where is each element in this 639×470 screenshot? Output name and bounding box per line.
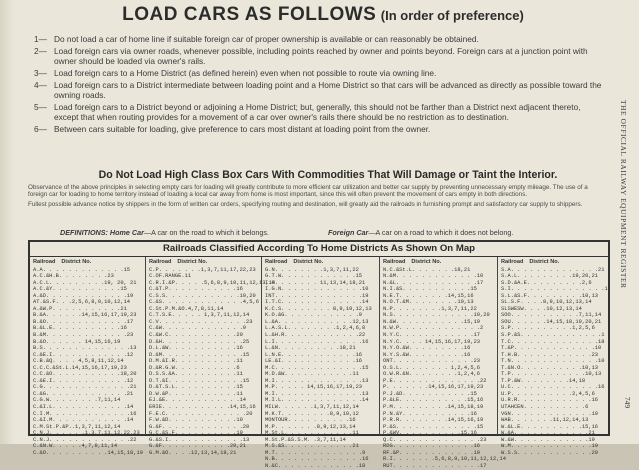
railroad-entry: UTAHCEN. . . . . . . . . .6 <box>501 404 589 411</box>
rule-text: Do not load a car of home line if suitable foreign car of proper ownership is available or can reasonably be obtained. <box>54 34 479 44</box>
railroad-entry: P.M. . . . . . . . .14,15,18,19 <box>383 404 484 411</box>
railroad-entry: C.&W.C. . . . . . . . . . .20 <box>149 332 243 339</box>
railroad-entry: C.C.&O. . . . . . . . . . .18,20 <box>33 371 137 378</box>
definition-home-car <box>60 228 269 237</box>
column-header <box>501 259 605 266</box>
railroad-entry: C.R.I.&P. . . . .5,6,8,9,10,11,12,13,14 <box>149 279 276 286</box>
railroad-entry: G.&S.I. . . . . . . . . . . .13 <box>149 436 250 443</box>
railroad-entry: N.O.T.&M. . . . . . . .10,13 <box>383 299 474 306</box>
column-header <box>149 259 258 266</box>
railroad-entry: LE.&I. . . . . . . . . . . .16 <box>265 358 363 365</box>
railroad-entry: U.R.R. . . . . . . . . . . .16 <box>501 397 599 404</box>
railroad-entry: C.&S. . . . . . . . . . . . .4,5,6 <box>149 299 259 306</box>
header-railroad: Railroad <box>383 259 406 265</box>
railroad-entry: C.&N.W. . . . .4,7,8,11,14 <box>33 443 118 450</box>
railroad-entry: T.P. . . . . . . . . . . .10,13 <box>501 371 602 378</box>
railroad-entry: L.&H.R. . . . . . . . . . . .22 <box>265 332 366 339</box>
table-column <box>380 257 506 469</box>
railroad-entry: C.P. . . . . . .1,3,7,11,17,22,23 <box>149 266 256 273</box>
railroad-entry: N.&C. . . . . . . . . . . . .18 <box>265 462 366 469</box>
definition-home-text: —A car on the road to which it belongs. <box>143 228 269 237</box>
table-title: Railroads Classified According To Home Districts As Shown On Map <box>30 242 608 257</box>
railroad-entry: RDG. . . . . . . . . . . . .16 <box>383 443 481 450</box>
railroad-entry: N.Y.S.&W. . . . . . . . .16 <box>383 351 471 358</box>
railroad-entry: A.A. . . . . . . . . . . . .15 <box>33 266 131 273</box>
railroad-entry: B.&A. . . . . .14,15,16,17,19,23 <box>33 312 137 319</box>
railroad-entry: VGN. . . . . . . . . . . . .19 <box>501 410 599 417</box>
railroad-entry: G.&F. . . . . . . . . . . . .20 <box>149 423 250 430</box>
railroad-entry: M.I.L. . . . . . . . . . . . .14 <box>265 397 369 404</box>
column-header <box>33 259 142 266</box>
railroad-entry: A.C.&H.B. . . . . . . .23 <box>33 273 114 280</box>
header-railroad: Railroad <box>265 259 288 265</box>
loading-rules-list <box>28 34 606 135</box>
rule-item <box>28 124 606 134</box>
side-margin <box>616 100 628 350</box>
railroad-entry: M.C. . . . . . . . . . . . . .15 <box>265 364 369 371</box>
railroad-entry: B.&M. . . . . . . . . . . . .23 <box>33 332 134 339</box>
header-railroad: Railroad <box>501 259 524 265</box>
rule-text: Load foreign cars to a District beyond or adjoining a Home District; but, generally, this should not be farther than a District next adjacent thereto, except that when routing provides for a movement of a car over owner's rails there should be no restriction as to destination. <box>54 101 581 122</box>
railroad-entry: I.G.N. . . . . . . . . . . . .10 <box>265 286 369 293</box>
railroad-entry: G.T.W. . . . . . . . . . . .15 <box>265 273 363 280</box>
railroad-entry: O.W.R.&N. . . . . . . .1,2,4,6 <box>383 371 481 378</box>
railroad-entry: G.N. . . . . . . .1,3,7,11,22 <box>265 266 359 273</box>
table-column <box>30 257 146 456</box>
railroad-entry: C.OF.RANGE.11 <box>149 273 192 280</box>
rule-item <box>28 80 606 100</box>
railroad-entry: B.&O. . . . . . 14,15,16,19 <box>33 338 121 345</box>
railroad-entry: W.&A. . . . . . . . . . . .21 <box>501 430 595 437</box>
railroad-entry: N.Y.C. . . . 14,15,16,17,19,23 <box>383 338 481 345</box>
railroad-entry: A.C.&Y. . . . . . . . . . .15 <box>33 286 127 293</box>
railroad-entry: C.&E.I. . . . . . . . . . . .12 <box>33 351 134 358</box>
railroad-entry: D.&M. . . . . . . . . . . . .15 <box>149 351 250 358</box>
railroad-entry: U.P. . . . . . . . . .2,4,5,6 <box>501 390 595 397</box>
railroad-entry: S.A. . . . . . . . . . . . . .21 <box>501 266 605 273</box>
railroad-entry: R.I. . . . . . .5,6,8,9,10,11,12,12,14 <box>383 456 506 463</box>
railroad-entry: G.M.&O. . . .12,13,14,18,21 <box>149 449 237 456</box>
railroad-entry: K.C.S. . . . . . . . 8,9,10,12,13 <box>265 305 372 312</box>
railroad-entry: C.&I.L. . . . . . . . . . . .14 <box>33 404 134 411</box>
rule-item <box>28 68 606 78</box>
railroad-entry: M.P. . . . . . .8,9,12,13,14 <box>265 423 356 430</box>
railroad-entry: G.C.&S.F. . . . . . . . . .10 <box>149 430 243 437</box>
railroad-entry: C.&W. . . . . . . . . . . . .9 <box>149 325 247 332</box>
rule-number: 3— <box>34 67 47 78</box>
railroad-entry: L.&A. . . . . . . . . . . .12,13 <box>265 318 369 325</box>
railroad-entry: C.V. . . . . . . . . . . . . .23 <box>149 318 253 325</box>
railroad-entry: C.&G. . . . . . . . . . . . .21 <box>33 390 134 397</box>
railroad-entry: I.C. . . . . . . 11,13,14,18,21 <box>265 279 366 286</box>
page-gutter-shadow <box>0 0 14 444</box>
railroad-entry: N.S. . . . . . . . . . . . .10,20 <box>383 312 490 319</box>
railroad-entry: W.&L.E. . . . . . . . . .15,16 <box>501 423 599 430</box>
railroad-entry: G.&F. . . . . . . . . . .20,21 <box>149 443 247 450</box>
railroad-entry: M.St.L. . . . . . . . . . .11 <box>265 430 359 437</box>
railroad-entry: U.C. . . . . . . . . . . . . .16 <box>501 384 605 391</box>
railroad-entry: C.B.&Q. . . . 4,5,8,11,12,14 <box>33 358 124 365</box>
railroad-entry: S.D.&A.E. . . . . . . . .2,6 <box>501 279 592 286</box>
title-main: LOAD CARS AS FOLLOWS <box>122 4 377 25</box>
railroad-entry: M.D.&W. . . . . . . . . . .11 <box>265 371 359 378</box>
railroad-entry: F.E.C. . . . . . . . . . . . .20 <box>149 410 253 417</box>
railroad-entry: C.G.W. . . . . . . .7,11,14 <box>33 397 121 404</box>
railroad-entry: SLSWESW. . . .10,12,13,14 <box>501 305 582 312</box>
railroad-entry: K.O.&G. . . . . . . . . . . .9 <box>265 312 363 319</box>
railroad-entry: C.&E.I. . . . . . . . . . . .12 <box>33 377 134 384</box>
railroad-entry: C.T.S.E. . . . . 1,3,7,11,12,14 <box>149 312 250 319</box>
railroad-entry: C.G. . . . . . . . . . . . . .21 <box>33 384 137 391</box>
rule-text: Between cars suitable for loading, give preference to cars most distant at loading point from the owner. <box>54 123 431 134</box>
railroad-entry: N.W.P. . . . . . . . . . . . .2 <box>383 325 484 332</box>
definition-home-label: DEFINITIONS: Home Car <box>60 228 144 237</box>
railroad-entry: A.C.L. . . . . . . . .19, 20, 21 <box>33 279 137 286</box>
railroad-entry: T.C. . . . . . . . . . . . . .18 <box>501 338 605 345</box>
railroad-entry: M.S.&S. . . . . . . . . . .21 <box>265 443 359 450</box>
railroad-entry: AT.&S.F. . .2,5,6,8,9,10,12,14 <box>33 299 131 306</box>
table-column <box>498 257 608 456</box>
railroad-entry: P.N.&Y. . . . . . . . . . .16 <box>383 410 477 417</box>
railroad-entry: A.&W.P. . . . . . . . . . .21 <box>33 305 127 312</box>
table-column <box>262 257 380 469</box>
railroad-entry: M.K.T. . . . . . . .8,9,10,12 <box>265 410 359 417</box>
railroad-entry: L.A.S.L. . . . . . . .1,2,4,6,8 <box>265 325 366 332</box>
railroad-entry: M.T. . . . . . . . . . . . . .9 <box>265 449 366 456</box>
observation-paragraph: Observance of the above principles in selecting empty cars for loading will greatly contribute to more efficient car utilization and better car supply by preventing unnecessary empty mileage. The use of a foreign car for loading to home territory instead of loading a local car away from home is most important, since this will often prevent the movement of cars empty in both directions. <box>28 184 588 199</box>
railroad-entry: MONTOUR. . . . . . . . . .16 <box>265 417 356 424</box>
railroad-entry: S.P.&S. . . . . . . . . . . . .1 <box>501 332 605 339</box>
railroad-entry: C.S.S. . . . . . . . . . . .10,20 <box>149 292 256 299</box>
column-header <box>265 259 376 266</box>
railroad-entry: SOU. . . . . .14,15,18,19,20,21 <box>501 318 602 325</box>
railroad-entry: SL.S.F. . . .8,9,10,12,13,14 <box>501 299 592 306</box>
railroad-entry: T.H.B. . . . . . . . . . . .23 <box>501 351 599 358</box>
railroad-entry: S.L.&S.F. . . . . . . . .10,13 <box>501 292 599 299</box>
railroad-entry: M.St.P.&S.S.M. .3,7,11,14 <box>265 436 346 443</box>
definition-foreign-car <box>328 228 513 237</box>
railroad-entry: P.&S. . . . . . . . . . . . .15 <box>383 423 484 430</box>
railroad-entry: T.P.&W. . . . . . . .14,18 <box>501 377 586 384</box>
railroad-entry: B.&L.E. . . . . . . . . . .16 <box>33 325 127 332</box>
railroad-entry: N.&L. . . . . . . . . . . . .17 <box>383 279 484 286</box>
railroad-entry: T.&P. . . . . . . . . . . . .10 <box>501 345 602 352</box>
column-header <box>383 259 494 266</box>
rule-item <box>28 46 606 66</box>
rule-text: Load foreign cars via owner roads, whenever possible, including points reached by owner and points beyond. Foreign cars at a junction point with owner should be loaded via owner's rails. <box>54 45 588 66</box>
rule-text: Load foreign cars to a District intermediate between loading point and a Home District so that cars will be advanced as directly as possible toward the owning roads. <box>54 79 602 100</box>
title-sub: (In order of preference) <box>380 8 524 23</box>
railroad-entry: L.&N. . . . . . . . . .18,21 <box>265 345 356 352</box>
railroad-entry: L.I. . . . . . . . . . . . . .16 <box>265 338 369 345</box>
railroad-entry: W.M. . . . . . . . . . . . .19 <box>501 443 599 450</box>
header-district: District No. <box>411 259 442 265</box>
rule-number: 6— <box>34 123 47 134</box>
railroad-entry: N.Y.O.&W. . . . . . . . .16 <box>383 345 471 352</box>
railroad-entry: A.&D. . . . . . . . . . . . .19 <box>33 292 134 299</box>
railroad-entry: P. . . . . . .14,15,16,17,19,23 <box>383 384 484 391</box>
railroad-entry: B.&O. . . . . . . . . . . . .17 <box>33 318 134 325</box>
observation-paragraph: Fullest possible advance notice by shippers in the form of written car orders, specifying routing and destination, will greatly aid the railroads in furnishing prompt and satisfactory car supply to shippers. <box>28 200 583 208</box>
railroad-entry: W.S.S. . . . . . . . . . . .20 <box>501 449 599 456</box>
railroad-entry: I.T.C. . . . . . . . . . . . .14 <box>265 299 369 306</box>
railroad-entry: P.E. . . . . . . . . . . . . .22 <box>383 377 487 384</box>
definition-foreign-text: —A car on a road to which it does not belong. <box>368 228 514 237</box>
railroad-entry: D.T.&I. . . . . . . . . . . .15 <box>149 377 250 384</box>
railroad-entry: D.&H. . . . . . . . . . . . .25 <box>149 338 250 345</box>
railroad-entry: INT. . . . . . . . . . . . . .19 <box>265 292 369 299</box>
rule-number: 4— <box>34 79 47 90</box>
railroad-entry: M.P. . . . . 14,15,16,17,19,23 <box>265 384 363 391</box>
header-railroad: Railroad <box>149 259 172 265</box>
rule-number: 1— <box>34 34 47 44</box>
header-district: District No. <box>177 259 208 265</box>
railroad-entry: L.N.E. . . . . . . . . . . .16 <box>265 351 363 358</box>
publication-title-vertical: THE OFFICIAL RAILWAY EQUIPMENT REGISTER <box>619 100 628 289</box>
railroad-entry: O.S.L. . . . . . . . 1,2,4,5,6 <box>383 364 481 371</box>
railroad-entry: N.C.&St.L. . . . . . .18,21 <box>383 266 471 273</box>
railroad-entry: P.J.&D. . . . . . . . . . .15 <box>383 390 477 397</box>
railroad-entry: S.A.L. . . . . . . . .19,20,21 <box>501 273 599 280</box>
railroad-entry: MILW. . . . . .1,3,7,11,12,14 <box>265 404 359 411</box>
railroad-entry: D.L.&W. . . . . . . . . . .16 <box>149 345 243 352</box>
railroad-entry: P.&WV. . . . . . . . . .15,16 <box>383 430 477 437</box>
header-district: District No. <box>529 259 560 265</box>
header-district: District No. <box>293 259 324 265</box>
definition-foreign-label: Foreign Car <box>328 228 369 237</box>
railroad-entry: N.E.T. . . . . . . .14,15,16 <box>383 292 474 299</box>
railroad-entry: W.&W. . . . . . . . . . . .19 <box>501 436 595 443</box>
railroad-entry: N.I.&S. . . . . . . . . . .15 <box>383 286 477 293</box>
railroad-entry: WAB. . . . . . .11,12,14,13 <box>501 417 589 424</box>
rule-number: 5— <box>34 101 47 112</box>
railroad-entry: N.&W. . . . . . . . . . .15,19 <box>383 318 481 325</box>
railroad-entry: S.P. . . . . . . . . .1,2,5,6 <box>501 325 595 332</box>
railroad-entry: ONT. . . . . . . . . . . . .23 <box>383 358 481 365</box>
railroad-entry: C.&I.M. . . . . . . . . . . .14 <box>33 417 134 424</box>
warning-banner: Do Not Load High Class Box Cars With Commodities That Will Damage or Taint the Interior. <box>98 169 558 181</box>
railroad-entry: SOO. . . . . . . . . . .7,11,14 <box>501 312 602 319</box>
railroad-entry: C.C.C.&St.L.14,15,16,17,19,23 <box>33 364 127 371</box>
railroad-entry: C.&T.P. . . . . . . . . . .16 <box>149 286 243 293</box>
railroad-entry: M.I. . . . . . . . . . . . . .13 <box>265 390 369 397</box>
railroad-entry: D.W.&P. . . . . . . . . . .11 <box>149 390 243 397</box>
railroad-entry: RUT. . . . . . . . . . . . . .17 <box>383 462 487 469</box>
railroad-entry: T.&N.O. . . . . . . . . .10,13 <box>501 364 599 371</box>
railroad-entry: C.&O. . . . . . . . . .14,15,18,19 <box>33 449 143 456</box>
railroad-entry: EJ.&E. . . . . . . . . . . .14 <box>149 397 247 404</box>
railroad-entry: D.S.S.&A. . . . . . . . . .11 <box>149 371 243 378</box>
rule-number: 2— <box>34 45 47 56</box>
railroad-entry: Q.C. . . . . . . . . . . . . .23 <box>383 436 487 443</box>
railroad-entry: D.M.&I.R. . . . . . . . . .11 <box>149 358 243 365</box>
header-district: District No. <box>61 259 92 265</box>
railroad-entry: D.&T.S.L. . . . . . . . . .15 <box>149 384 243 391</box>
railroad-entry: F.W.&D. . . . . . . . . . .10 <box>149 417 243 424</box>
railroad-entry: D.&R.G.W. . . . . . . . . .6 <box>149 364 240 371</box>
table-column <box>146 257 276 456</box>
rule-item <box>28 102 606 122</box>
page-number: 749 <box>623 396 633 409</box>
railroad-entry: C.M.St.P.&P..1,3,7,11,12,14 <box>33 423 121 430</box>
railroad-entry: B.S. . . . . . . . . . . . . .13 <box>33 345 137 352</box>
railroad-entry: M.I. . . . . . . . . . . . . .13 <box>265 377 369 384</box>
railroad-entry: C.N.J. . . . . . . . . . . . .22 <box>33 436 137 443</box>
home-districts-table <box>28 240 610 469</box>
observations-text <box>28 184 606 210</box>
header-railroad: Railroad <box>33 259 56 265</box>
page-title <box>58 4 588 26</box>
table-columns <box>30 257 608 469</box>
railroad-entry: C.I.M. . . . . . . . . . . . .16 <box>33 410 137 417</box>
railroad-entry: P.&LE. . . . . . . . . . .15,16 <box>383 397 484 404</box>
railroad-entry: N.P. . . . . . . .1,3,7,11,22 <box>383 305 477 312</box>
railroad-entry: S.I. . . . . . . . . . . . . . .1 <box>501 286 608 293</box>
railroad-entry: P.R.R. . . . . . . .14,15,16,19 <box>383 417 484 424</box>
railroad-entry: C.St.P.M.&O.4,7,8,11,14 <box>149 305 224 312</box>
rule-item <box>28 34 606 44</box>
railroad-entry: N.B. . . . . . . . . . . . . .16 <box>265 456 369 463</box>
railroad-entry: N.&M. . . . . . . . . . . . .10 <box>383 273 484 280</box>
rule-text: Load foreign cars to a Home District (as defined herein) even when not possible to route via owning line. <box>54 67 437 78</box>
railroad-entry: RF.&P. . . . . . . . . . . .19 <box>383 449 481 456</box>
railroad-entry: N.Y.C. . . . . . . . . . . .17 <box>383 332 481 339</box>
railroad-entry: ERIE. . . . . . . . . . .14,15,16 <box>149 404 256 411</box>
railroad-entry: C.N.J. . . . . .1,3,7,11,12,22,23 <box>33 430 140 437</box>
railroad-entry: T.N. . . . . . . . . . . . . .10 <box>501 358 605 365</box>
